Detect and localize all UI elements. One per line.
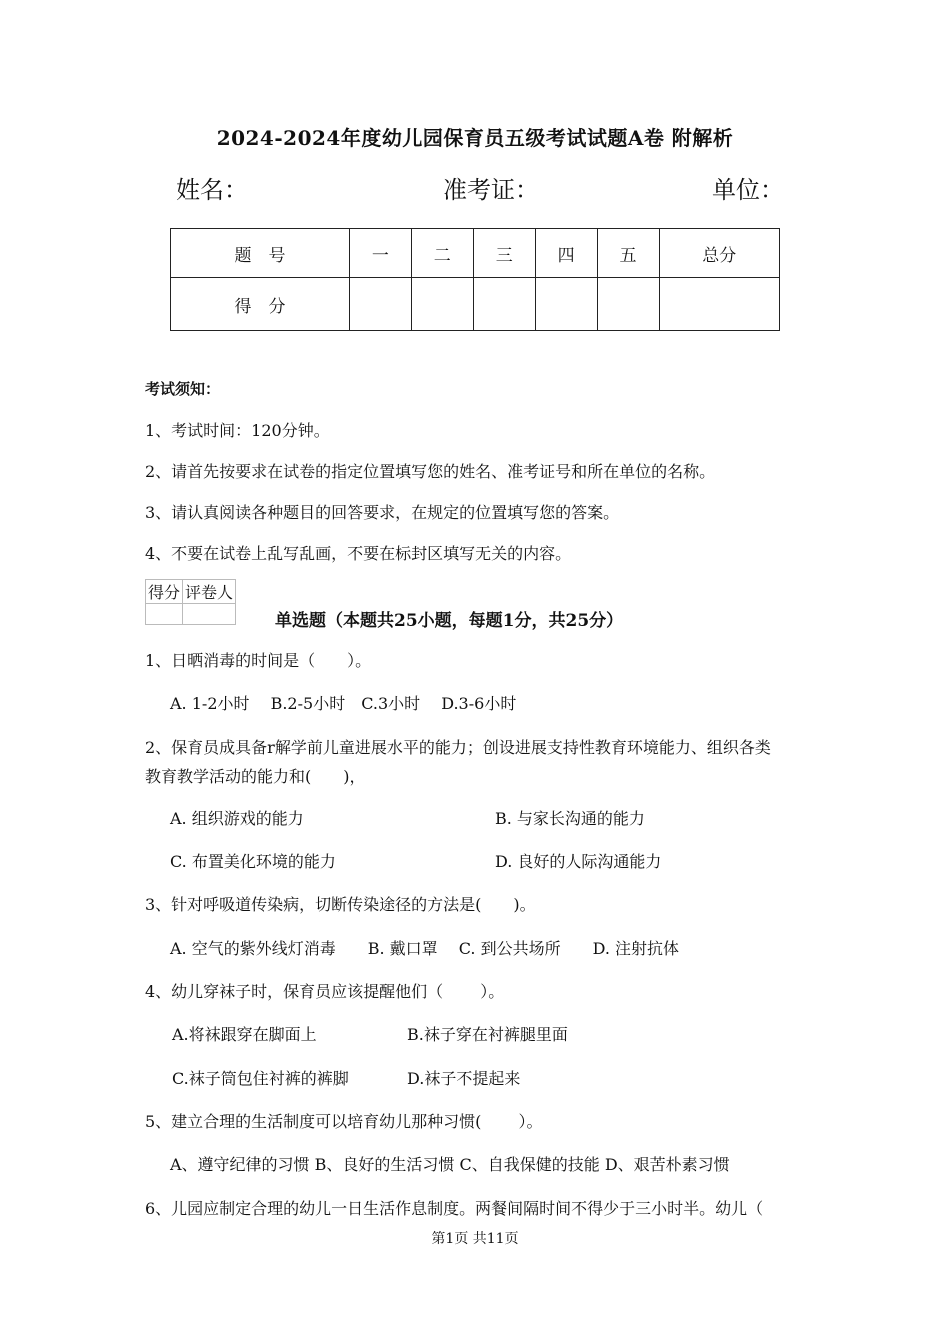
notice-heading: 考试须知： [145, 380, 221, 398]
question-option: C. 布置美化环境的能力 [170, 852, 336, 871]
question-stem: 5、建立合理的生活制度可以培育幼儿那种习惯( ）。 [145, 1112, 543, 1131]
notice-item: 1、考试时间：120分钟。 [145, 421, 330, 440]
grader-box-cell [146, 604, 183, 625]
question-options: A、遵守纪律的习惯 B、良好的生活习惯 C、自我保健的技能 D、艰苦朴素习惯 [170, 1155, 730, 1174]
name-field-label: 姓名： [176, 176, 248, 204]
question-stem: 教育教学活动的能力和( )， [145, 767, 366, 786]
notice-item: 2、请首先按要求在试卷的指定位置填写您的姓名、准考证号和所在单位的名称。 [145, 462, 716, 481]
grader-box-score-label: 得分 [146, 580, 183, 604]
score-row-label: 得 分 [171, 278, 350, 331]
question-option: D. 良好的人际沟通能力 [495, 852, 662, 871]
score-header-cell: 四 [535, 229, 597, 278]
question-option: A. 组织游戏的能力 [170, 809, 304, 828]
score-header-cell: 题 号 [171, 229, 350, 278]
grader-box-grader-label: 评卷人 [183, 580, 236, 604]
question-options: A. 1-2小时 B.2-5小时 C.3小时 D.3-6小时 [170, 694, 517, 713]
question-option: B. 与家长沟通的能力 [495, 809, 645, 828]
question-option: B.袜子穿在衬裤腿里面 [407, 1025, 568, 1044]
unit-field-label: 单位： [712, 176, 784, 204]
question-options: A. 空气的紫外线灯消毒 B. 戴口罩 C. 到公共场所 D. 注射抗体 [170, 939, 680, 958]
score-cell [535, 278, 597, 331]
question-option: A.将袜跟穿在脚面上 [172, 1025, 317, 1044]
notice-item: 4、不要在试卷上乱写乱画，不要在标封区填写无关的内容。 [145, 544, 572, 563]
question-option: D.袜子不提起来 [407, 1069, 521, 1088]
score-cell [659, 278, 779, 331]
page-title: 2024-2024年度幼儿园保育员五级考试试题A卷 附解析 [216, 126, 734, 150]
question-option: C.袜子筒包住衬裤的裤脚 [172, 1069, 349, 1088]
score-header-cell: 五 [597, 229, 659, 278]
score-table-score-row [171, 278, 780, 331]
score-header-cell: 一 [349, 229, 411, 278]
grader-box [145, 579, 236, 625]
question-stem: 3、针对呼吸道传染病，切断传染途径的方法是( )。 [145, 895, 536, 914]
score-header-cell: 三 [473, 229, 535, 278]
question-stem: 6、儿园应制定合理的幼儿一日生活作息制度。两餐间隔时间不得少于三小时半。幼儿（ [145, 1199, 764, 1218]
score-table-header-row [171, 229, 780, 278]
score-cell [473, 278, 535, 331]
grader-box-cell [183, 604, 236, 625]
question-stem: 1、日晒消毒的时间是（ ）。 [145, 651, 372, 670]
score-cell [349, 278, 411, 331]
score-header-cell: 二 [411, 229, 473, 278]
question-stem: 4、幼儿穿袜子时，保育员应该提醒他们（ ）。 [145, 982, 505, 1001]
page-footer: 第1页 共11页 [431, 1231, 519, 1247]
score-cell [597, 278, 659, 331]
score-cell [411, 278, 473, 331]
section-title: 单选题（本题共25小题，每题1分，共25分） [275, 611, 624, 631]
score-header-cell: 总分 [659, 229, 779, 278]
exam-number-field-label: 准考证： [443, 176, 539, 204]
notice-item: 3、请认真阅读各种题目的回答要求，在规定的位置填写您的答案。 [145, 503, 620, 522]
score-table [170, 228, 780, 331]
question-stem: 2、保育员成具备r解学前儿童进展水平的能力；创设进展支持性教育环境能力、组织各类 [145, 738, 771, 757]
